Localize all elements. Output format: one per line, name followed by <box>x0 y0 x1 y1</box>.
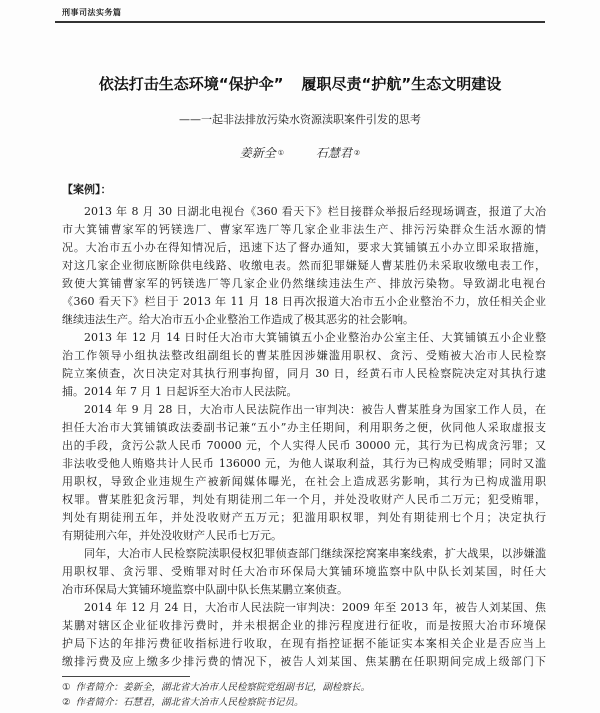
author-name: 姜新全 <box>239 146 276 160</box>
case-paragraph <box>62 599 546 671</box>
body-line: 同年，大冶市人民检察院渎职侵权犯罪侦查部门继续深挖窝案串案线索，扩大战果，以涉嫌滥 <box>84 547 546 560</box>
body-line: 有期徒刑六年，并处没收财产人民币七万元。 <box>62 529 282 542</box>
author-line <box>0 145 600 161</box>
body-line: 冶市环保局大箕铺环境监察中队副中队长焦某鹏立案侦查。 <box>62 583 348 596</box>
title-main: 依法打击生态环境“保护伞” <box>98 75 284 93</box>
body-line: 继续违法生产。给大冶市五小企业整治工作造成了极其恶劣的社会影响。 <box>62 313 414 326</box>
body-line: 用职权罪、贪污罪、受贿罪对时任大冶市环保局大箕铺环境监察中队中队长刘某国，时任大 <box>62 565 546 578</box>
body-line: 2013 年 8 月 30 日湖北电视台《360 看天下》栏目接群众举报后经现场调查，报道了大冶 <box>84 205 546 218</box>
title-secondary: 履职尽责“护航”生态文明建设 <box>301 75 502 93</box>
footnote <box>62 681 546 695</box>
footnote <box>62 696 546 710</box>
body-line: 2013 年 12 月 14 日时任大冶市大箕铺镇五小企业整治办公室主任、大箕铺镇五小企业整 <box>84 331 546 344</box>
body-line: 缴排污费及应上缴多少排污费的情况下，被告人刘某国、焦某鹏在任职期间完成上级部门下 <box>62 655 546 668</box>
body-line: 权罪。曹某胜犯贪污罪，判处有期徒刑二年一个月，并处没收财产人民币二万元；犯受贿罪， <box>62 493 546 506</box>
body-line: 对这几家企业彻底断除供电线路、收缴电表。然而犯罪嫌疑人曹某胜仍未采取收缴电表工作， <box>62 259 546 272</box>
body-line: 担任大冶市大箕铺镇政法委副书记兼“五小”办主任期间，利用职务之便，伙同他人采取虚报支 <box>62 421 546 434</box>
case-paragraph <box>62 203 546 329</box>
footnote-ref: ① <box>277 149 285 157</box>
case-paragraph <box>62 401 546 545</box>
author <box>240 145 284 161</box>
author <box>316 145 360 161</box>
running-header: 刑事司法实务篇 <box>62 8 122 17</box>
footnote-mark: ① <box>62 682 71 693</box>
body-line: 《360 看天下》栏目于 2013 年 11 月 18 日再次报道大冶市五小企业整治不力，放任相关企业 <box>62 295 546 308</box>
author-name: 石慧君 <box>315 146 352 160</box>
case-paragraph <box>62 329 546 401</box>
article-title <box>0 74 600 94</box>
body-line: 2014 年 9 月 28 日，大冶市人民法院作出一审判决：被告人曹某胜身为国家工作人员，在 <box>84 403 546 416</box>
body-line: 非法收受他人贿赂共计人民币 136000 元，为他人谋取利益，其行为已构成受贿罪；同时又滥 <box>62 457 546 470</box>
article-body <box>62 203 546 671</box>
body-line: 致使大箕铺曹家军的钙镁选厂等几家企业仍然继续违法生产、排放污染物。导致湖北电视台 <box>62 277 546 290</box>
footnote-text: 作者简介：姜新全，湖北省大冶市人民检察院党组副书记，副检察长。 <box>75 682 371 693</box>
article-subtitle: ——一起非法排放污染水资源渎职案件引发的思考 <box>179 113 421 126</box>
body-line: 2014 年 12 月 24 日，大冶市人民法院一审判决：2009 年至 2013 年，被告人刘某国、焦 <box>84 601 546 614</box>
header-rule <box>55 21 545 23</box>
footnote-mark: ② <box>62 697 71 708</box>
body-line: 出的手段，贪污公款人民币 70000 元，个人实得人民币 30000 元，其行为已构成贪污罪；又 <box>62 439 546 452</box>
body-line: 某鹏对辖区企业征收排污费时，并未根据企业的排污程度进行征收，而是按照大冶市环境保 <box>62 619 546 632</box>
body-line: 捕。2014 年 7 月 1 日起诉至大冶市人民法院。 <box>62 385 298 398</box>
case-paragraph <box>62 545 546 599</box>
body-line: 院立案侦查，次日决定对其执行刑事拘留，同月 30 日，经黄石市人民检察院决定对其执行逮 <box>62 367 546 380</box>
body-line: 护局下达的年排污费征收指标进行收取，在现有指控证据不能证实本案相关企业是否应当上 <box>62 637 546 650</box>
case-heading: 【案例】： <box>62 183 112 196</box>
footnote-ref: ② <box>353 149 361 157</box>
body-line: 判处有期徒刑五年，并处没收财产五万元；犯滥用职权罪，判处有期徒刑七个月；决定执行 <box>62 511 546 524</box>
body-line: 市大箕铺曹家军的钙镁选厂、曹家军选厂等几家企业非法生产、排污污染群众生活水源的情 <box>62 223 546 236</box>
body-line: 治工作领导小组执法整改组副组长的曹某胜因涉嫌滥用职权、贪污、受贿被大冶市人民检察 <box>62 349 546 362</box>
body-line: 况。大冶市五小办在得知情况后，迅速下达了督办通知，要求大箕铺镇五小办立即采取措施， <box>62 241 546 254</box>
body-line: 用职权，导致企业违规生产被新闻媒体曝光，在社会上造成恶劣影响，其行为已构成滥用职 <box>62 475 546 488</box>
footnote-rule <box>62 676 190 677</box>
footnote-text: 作者简介：石慧君，湖北省大冶市人民检察院书记员。 <box>75 697 304 708</box>
